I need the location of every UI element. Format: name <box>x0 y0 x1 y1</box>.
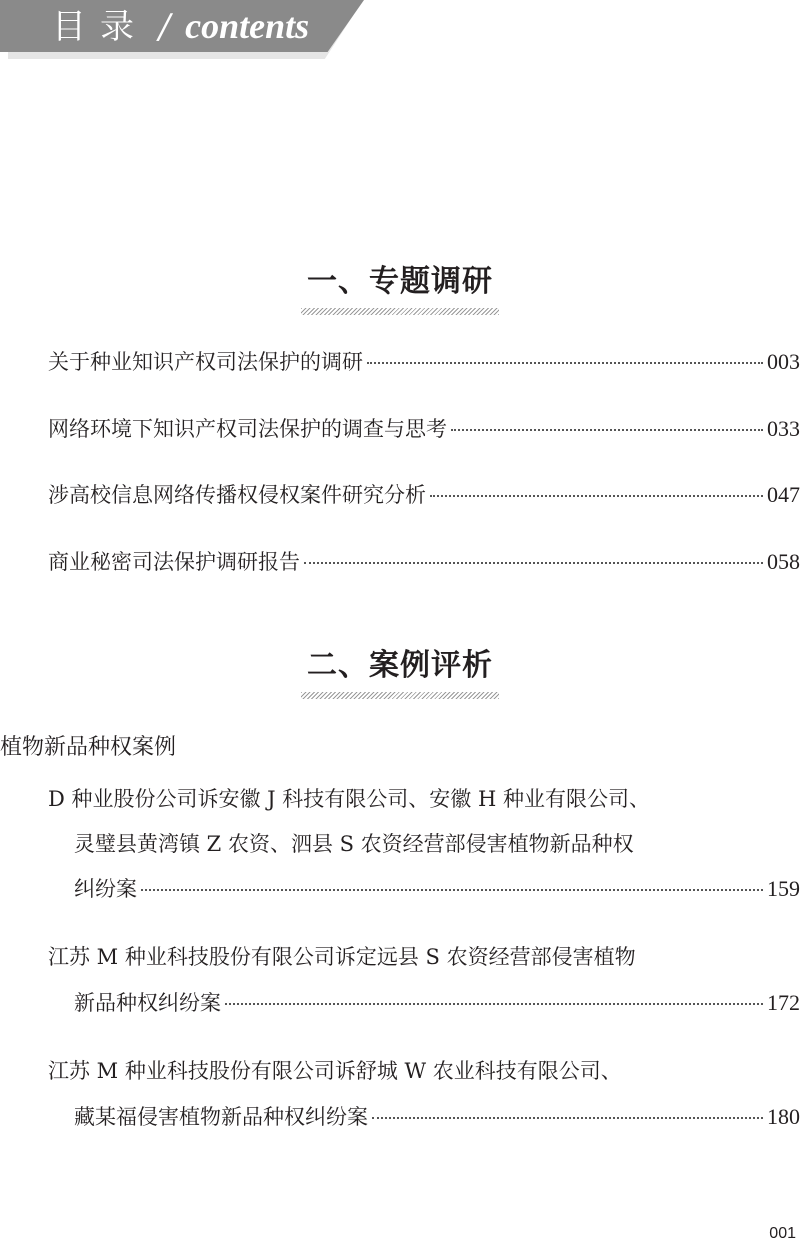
leader-dots <box>430 494 763 497</box>
contents-banner <box>0 0 372 60</box>
leader-dots <box>141 888 763 891</box>
toc-entry-line[interactable]: D 种业股份公司诉安徽 J 科技有限公司、安徽 H 种业有限公司、 <box>48 787 650 811</box>
toc-entry-page: 047 <box>767 482 800 507</box>
toc-entry-page: 033 <box>767 416 800 441</box>
toc-entry-page: 172 <box>767 990 800 1015</box>
toc-entry[interactable] <box>48 479 800 511</box>
page-number: 001 <box>769 1225 796 1242</box>
section-title: 一、专题调研 <box>307 264 493 299</box>
toc-entry-title: 关于种业知识产权司法保护的调研 <box>48 350 363 374</box>
toc-entry-line[interactable]: 江苏 M 种业科技股份有限公司诉定远县 S 农资经营部侵害植物 <box>48 945 636 969</box>
leader-dots <box>225 1002 763 1005</box>
leader-dots <box>304 561 763 564</box>
heading-underline <box>301 692 499 699</box>
toc-entry-title: 网络环境下知识产权司法保护的调查与思考 <box>48 417 447 441</box>
leader-dots <box>367 361 763 364</box>
banner-title-en: contents <box>185 6 310 46</box>
leader-dots <box>451 428 763 431</box>
toc-entry[interactable] <box>74 1101 800 1133</box>
section-title: 二、案例评析 <box>307 648 493 683</box>
banner-title-cn: 目录 <box>52 7 148 47</box>
toc-entry-title: 纠纷案 <box>74 877 137 901</box>
banner-separator: / <box>158 7 171 47</box>
toc-entry[interactable] <box>48 546 800 578</box>
toc-entry-page: 180 <box>767 1104 800 1129</box>
section-heading-cases <box>0 640 800 699</box>
heading-underline <box>301 308 499 315</box>
toc-entry-line[interactable]: 江苏 M 种业科技股份有限公司诉舒城 W 农业科技有限公司、 <box>48 1059 622 1083</box>
leader-dots <box>372 1116 763 1119</box>
toc-entry[interactable] <box>48 346 800 378</box>
toc-entry-title: 涉高校信息网络传播权侵权案件研究分析 <box>48 483 426 507</box>
toc-entry-page: 159 <box>767 876 800 901</box>
banner-label <box>52 3 309 49</box>
toc-entry[interactable] <box>48 413 800 445</box>
toc-entry-page: 058 <box>767 549 800 574</box>
toc-entry[interactable] <box>74 987 800 1019</box>
toc-entry[interactable] <box>74 873 800 905</box>
toc-entry-line[interactable]: 灵璧县黄湾镇 Z 农资、泗县 S 农资经营部侵害植物新品种权 <box>74 832 634 856</box>
section-heading-research <box>0 256 800 315</box>
toc-entry-title: 藏某福侵害植物新品种权纠纷案 <box>74 1105 368 1129</box>
toc-entry-title: 商业秘密司法保护调研报告 <box>48 550 300 574</box>
toc-entry-title: 新品种权纠纷案 <box>74 991 221 1015</box>
toc-entry-page: 003 <box>767 349 800 374</box>
category-heading: 植物新品种权案例 <box>0 735 177 760</box>
